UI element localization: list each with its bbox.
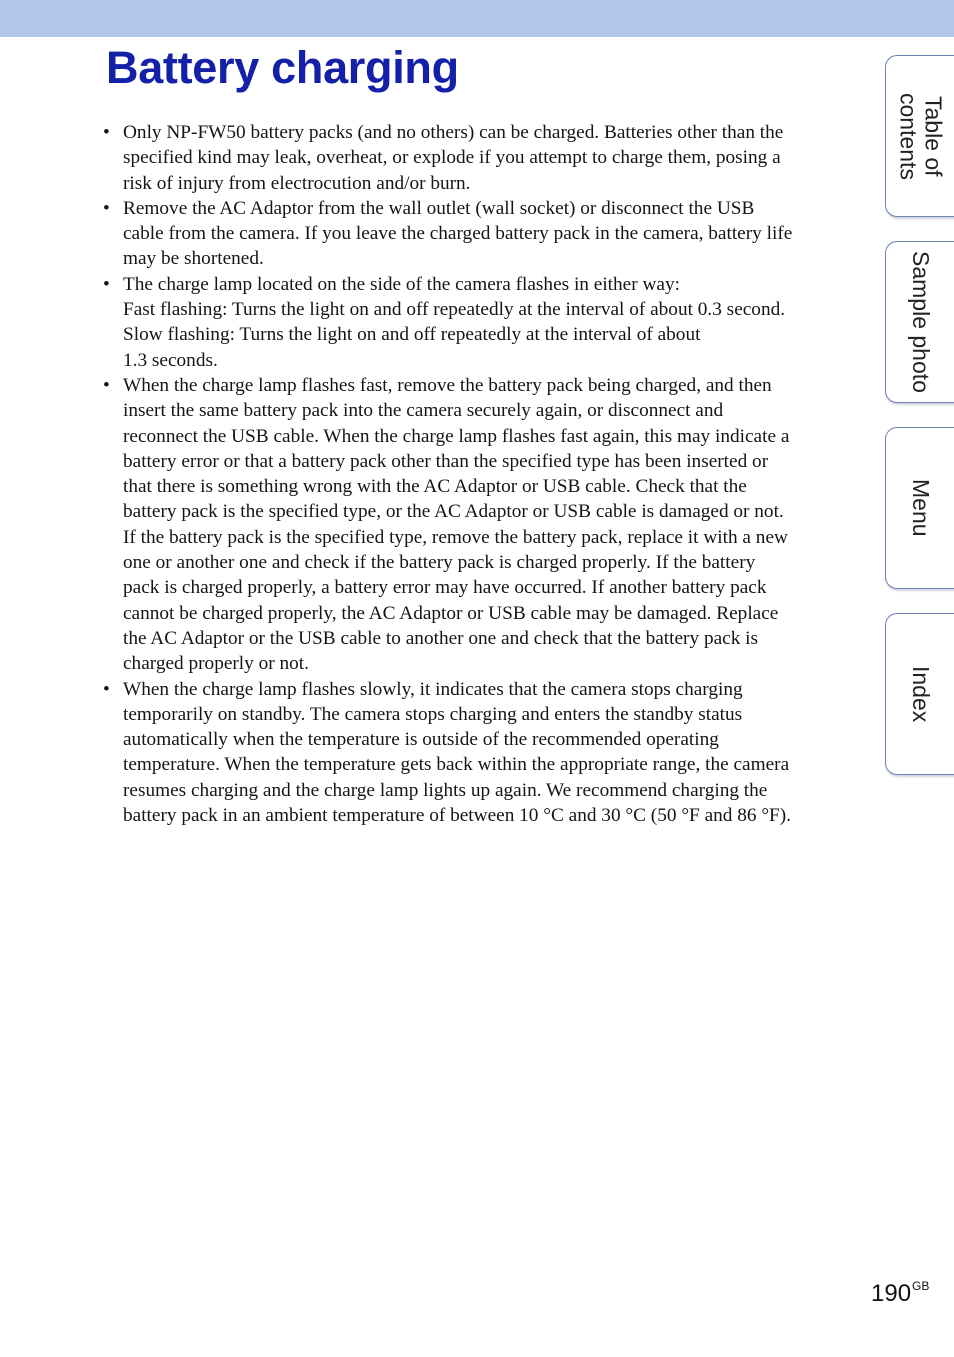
bullet-item: [103, 677, 853, 829]
tab-menu[interactable]: [885, 427, 954, 589]
bullet-line: pack is charged properly, a battery error may have occurred. If another battery pack: [123, 577, 767, 599]
tab-label: Table of contents: [895, 92, 947, 180]
bullet-line: resumes charging and the charge lamp lights up again. We recommend charging the: [123, 779, 768, 801]
bullet-item: [103, 272, 853, 373]
bullet-item: [103, 373, 853, 677]
page-number-suffix: GB: [912, 1279, 930, 1293]
tab-label: Sample photo: [908, 251, 934, 393]
bullet-line: one or another one and check if the battery pack is charged properly. If the battery: [123, 552, 756, 574]
bullet-list: [103, 120, 853, 828]
bullet-line: • When the charge lamp flashes fast, remove the battery pack being charged, and then: [123, 374, 772, 396]
bullet-line: reconnect the USB cable. When the charge lamp flashes fast again, this may indicate a: [123, 425, 790, 447]
bullet-line: the AC Adaptor or the USB cable to another one and check that the battery pack is: [123, 627, 759, 649]
bullet-line: • Only NP-FW50 battery packs (and no others) can be charged. Batteries other than the: [123, 122, 784, 143]
bullet-line: 1.3 seconds.: [123, 349, 218, 371]
bullet-line: cannot be charged properly, the AC Adaptor or USB cable may be damaged. Replace: [123, 602, 779, 624]
bullet-line: battery pack in an ambient temperature of between 10 °C and 30 °C (50 °F and 86 °F).: [123, 805, 792, 827]
page-number-value: 190: [871, 1280, 912, 1307]
tab-sample-photo[interactable]: [885, 241, 954, 403]
bullet-line: automatically when the temperature is outside of the recommended operating: [123, 729, 719, 751]
bullet-line: may be shortened.: [123, 248, 264, 270]
bullet-line: insert the same battery pack into the camera securely again, or disconnect and: [123, 400, 724, 422]
bullet-line: specified kind may leak, overheat, or explode if you attempt to charge them, posing a: [123, 147, 781, 169]
bullet-item: [103, 196, 853, 272]
bullet-line: charged properly or not.: [123, 653, 309, 675]
bullet-line: cable from the camera. If you leave the charged battery pack in the camera, battery life: [123, 223, 793, 245]
tab-index[interactable]: [885, 613, 954, 775]
page-number: [871, 1279, 929, 1308]
bullet-line: risk of injury from electrocution and/or burn.: [123, 172, 471, 194]
bullet-line: Slow flashing: Turns the light on and off repeatedly at the interval of about: [123, 324, 701, 346]
tab-table-of-contents[interactable]: [885, 55, 954, 217]
bullet-line: that there is something wrong with the AC Adaptor or USB cable. Check that the: [123, 476, 747, 498]
bullet-line: • The charge lamp located on the side of the camera flashes in either way:: [123, 273, 680, 295]
bullet-line: • When the charge lamp flashes slowly, it indicates that the camera stops charging: [123, 678, 743, 700]
header-band: [0, 0, 954, 37]
bullet-line: temporarily on standby. The camera stops charging and enters the standby status: [123, 703, 743, 725]
bullet-line: • Remove the AC Adaptor from the wall outlet (wall socket) or disconnect the USB: [123, 197, 755, 219]
bullet-item: [103, 120, 853, 196]
tab-label: Menu: [908, 479, 934, 537]
tab-label: Index: [908, 665, 934, 723]
bullet-line: temperature. When the temperature gets back within the appropriate range, the camera: [123, 754, 790, 776]
page-title: Battery charging: [106, 42, 459, 93]
bullet-line: If the battery pack is the specified type, remove the battery pack, replace it with a new: [123, 526, 788, 548]
bullet-line: Fast flashing: Turns the light on and off repeatedly at the interval of about 0.3 second.: [123, 299, 786, 321]
bullet-line: battery pack is the specified type, or the AC Adaptor or USB cable is damaged or not.: [123, 501, 784, 523]
bullet-line: battery error or that a battery pack other than the specified type has been inserted or: [123, 450, 769, 472]
